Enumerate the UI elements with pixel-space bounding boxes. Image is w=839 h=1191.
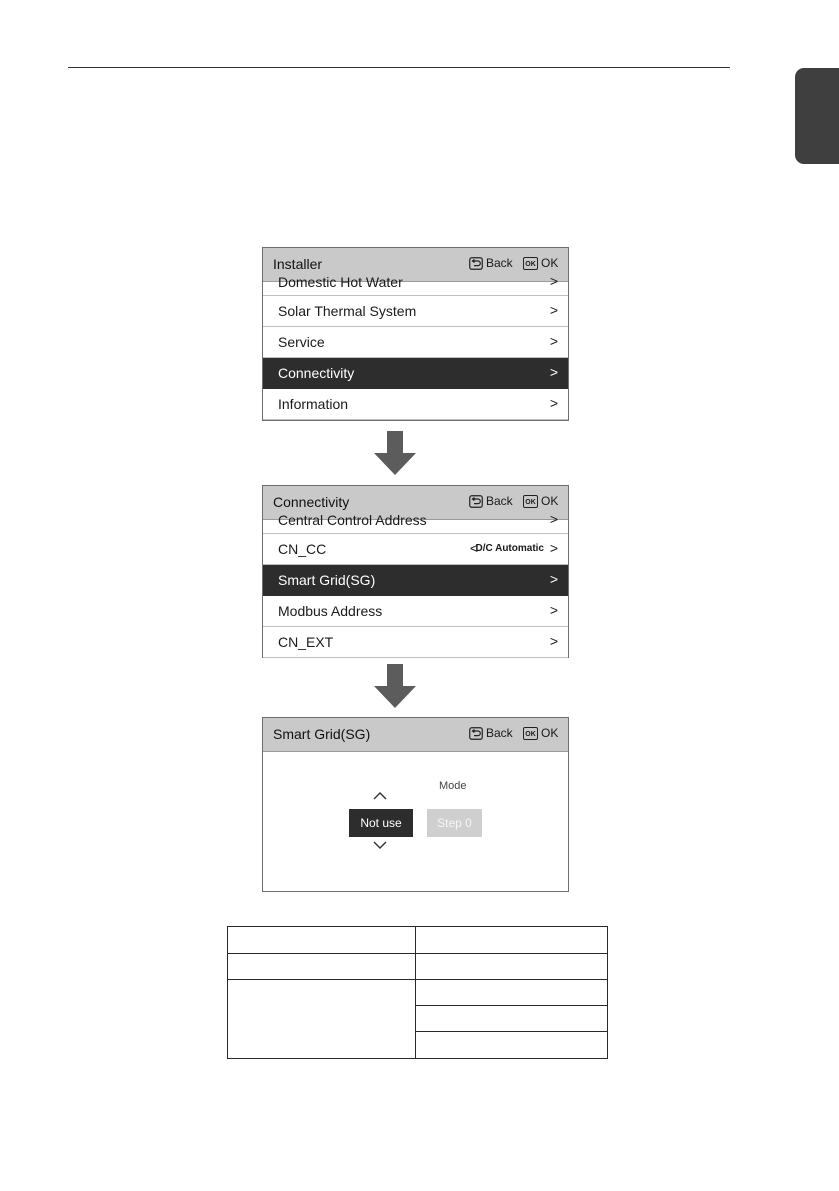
ok-button[interactable] bbox=[523, 726, 558, 740]
chevron-down-icon[interactable] bbox=[373, 840, 387, 850]
arrow-down-icon bbox=[374, 431, 416, 475]
smart-grid-screen bbox=[262, 717, 569, 892]
chevron-right-icon: > bbox=[549, 395, 558, 411]
chevron-right-icon: > bbox=[549, 571, 558, 587]
ok-label: OK bbox=[541, 726, 559, 740]
menu-item-connectivity[interactable] bbox=[263, 358, 568, 389]
screen-title: Connectivity bbox=[273, 494, 350, 510]
ok-icon: OK bbox=[523, 495, 538, 508]
top-rule bbox=[68, 67, 730, 68]
chevron-right-icon: > bbox=[549, 364, 558, 380]
menu-item-label: Domestic Hot Water bbox=[278, 274, 403, 290]
table-cell bbox=[416, 1032, 608, 1059]
ok-label: OK bbox=[541, 256, 559, 270]
screen-title: Smart Grid(SG) bbox=[273, 726, 371, 742]
table-row bbox=[228, 980, 608, 1006]
screen-title: Installer bbox=[273, 256, 323, 272]
ok-icon: OK bbox=[523, 727, 538, 740]
menu-item-label: CN_EXT bbox=[278, 634, 334, 650]
back-label: Back bbox=[486, 256, 513, 270]
back-label: Back bbox=[486, 726, 513, 740]
mode-value-selected[interactable]: Not use bbox=[349, 809, 413, 837]
chevron-right-icon[interactable]: > bbox=[549, 540, 558, 556]
menu-item-label: CN_CC bbox=[278, 541, 327, 557]
back-button[interactable] bbox=[469, 256, 513, 270]
table-row bbox=[228, 927, 608, 954]
ok-label: OK bbox=[541, 494, 559, 508]
connectivity-screen bbox=[262, 485, 569, 658]
settings-table bbox=[227, 926, 608, 1059]
installer-screen bbox=[262, 247, 569, 421]
menu-item-label: Connectivity bbox=[278, 365, 355, 381]
menu-item-label: Modbus Address bbox=[278, 603, 383, 619]
menu-item-information[interactable] bbox=[263, 389, 568, 420]
menu-item-label: Service bbox=[278, 334, 325, 350]
table-row bbox=[228, 954, 608, 980]
step-value-disabled: Step 0 bbox=[427, 809, 482, 837]
arrow-down-icon bbox=[374, 664, 416, 708]
mode-label: Mode bbox=[439, 780, 467, 792]
table-cell bbox=[416, 954, 608, 980]
chevron-right-icon: > bbox=[549, 511, 558, 527]
table-cell bbox=[228, 927, 416, 954]
chevron-right-icon: > bbox=[549, 333, 558, 349]
menu-item-modbus-address[interactable] bbox=[263, 596, 568, 627]
menu-item-domestic-hot-water[interactable] bbox=[263, 273, 568, 296]
menu-item-cn-cc[interactable] bbox=[263, 534, 568, 565]
table-cell bbox=[228, 954, 416, 980]
chevron-right-icon: > bbox=[549, 302, 558, 318]
menu-item-label: Solar Thermal System bbox=[278, 303, 417, 319]
menu-item-smart-grid[interactable] bbox=[263, 565, 568, 596]
screen-header bbox=[263, 718, 568, 752]
table-cell bbox=[416, 927, 608, 954]
back-icon bbox=[469, 257, 483, 270]
menu-item-label: Smart Grid(SG) bbox=[278, 572, 376, 588]
menu-item-label: Information bbox=[278, 396, 349, 412]
menu-item-service[interactable] bbox=[263, 327, 568, 358]
ok-button[interactable] bbox=[523, 494, 558, 508]
language-tab bbox=[795, 68, 839, 164]
menu-item-value: D/C Automatic bbox=[475, 543, 544, 554]
menu-item-central-control-address[interactable] bbox=[263, 511, 568, 534]
back-label: Back bbox=[486, 494, 513, 508]
table-cell bbox=[416, 980, 608, 1006]
table-cell bbox=[228, 980, 416, 1059]
back-button[interactable] bbox=[469, 494, 513, 508]
table-cell bbox=[416, 1006, 608, 1032]
menu-item-solar-thermal-system[interactable] bbox=[263, 296, 568, 327]
chevron-left-icon[interactable]: < bbox=[469, 540, 478, 556]
chevron-right-icon: > bbox=[549, 633, 558, 649]
chevron-right-icon: > bbox=[549, 602, 558, 618]
chevron-right-icon: > bbox=[549, 273, 558, 289]
ok-button[interactable] bbox=[523, 256, 558, 270]
back-icon bbox=[469, 727, 483, 740]
back-icon bbox=[469, 495, 483, 508]
back-button[interactable] bbox=[469, 726, 513, 740]
menu-item-cn-ext[interactable] bbox=[263, 627, 568, 658]
menu-item-label: Central Control Address bbox=[278, 512, 427, 528]
chevron-up-icon[interactable] bbox=[373, 791, 387, 801]
ok-icon: OK bbox=[523, 257, 538, 270]
